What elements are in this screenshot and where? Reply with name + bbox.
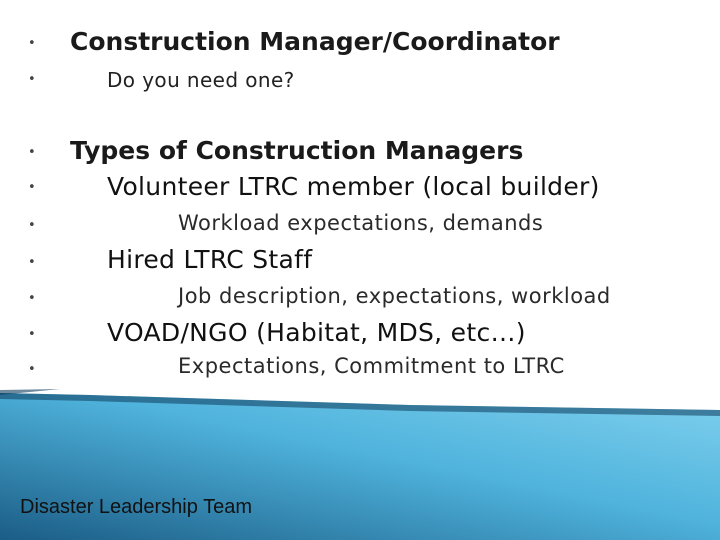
bullet-marker: • [28, 291, 36, 306]
bullet-marker: • [28, 72, 36, 87]
heading-types-of-managers: Types of Construction Managers [70, 136, 524, 165]
footer-label: Disaster Leadership Team [20, 496, 252, 518]
bullet-marker: • [28, 255, 36, 270]
detail-workload-expectations: Workload expectations, demands [178, 211, 544, 235]
type-voad-ngo: VOAD/NGO (Habitat, MDS, etc…) [107, 318, 526, 347]
type-hired-staff: Hired LTRC Staff [107, 245, 313, 274]
bullet-marker: • [28, 362, 36, 377]
type-volunteer-member: Volunteer LTRC member (local builder) [107, 172, 600, 201]
detail-commitment: Expectations, Commitment to LTRC [178, 354, 565, 378]
subpoint-need-one: Do you need one? [107, 68, 295, 92]
detail-job-description: Job description, expectations, workload [178, 284, 611, 308]
bullet-marker: • [28, 327, 36, 342]
bullet-marker: • [28, 218, 36, 233]
bullet-marker: • [28, 36, 36, 51]
heading-construction-manager: Construction Manager/Coordinator [70, 27, 560, 56]
bullet-marker: • [28, 180, 36, 195]
bullet-marker: • [28, 145, 36, 160]
